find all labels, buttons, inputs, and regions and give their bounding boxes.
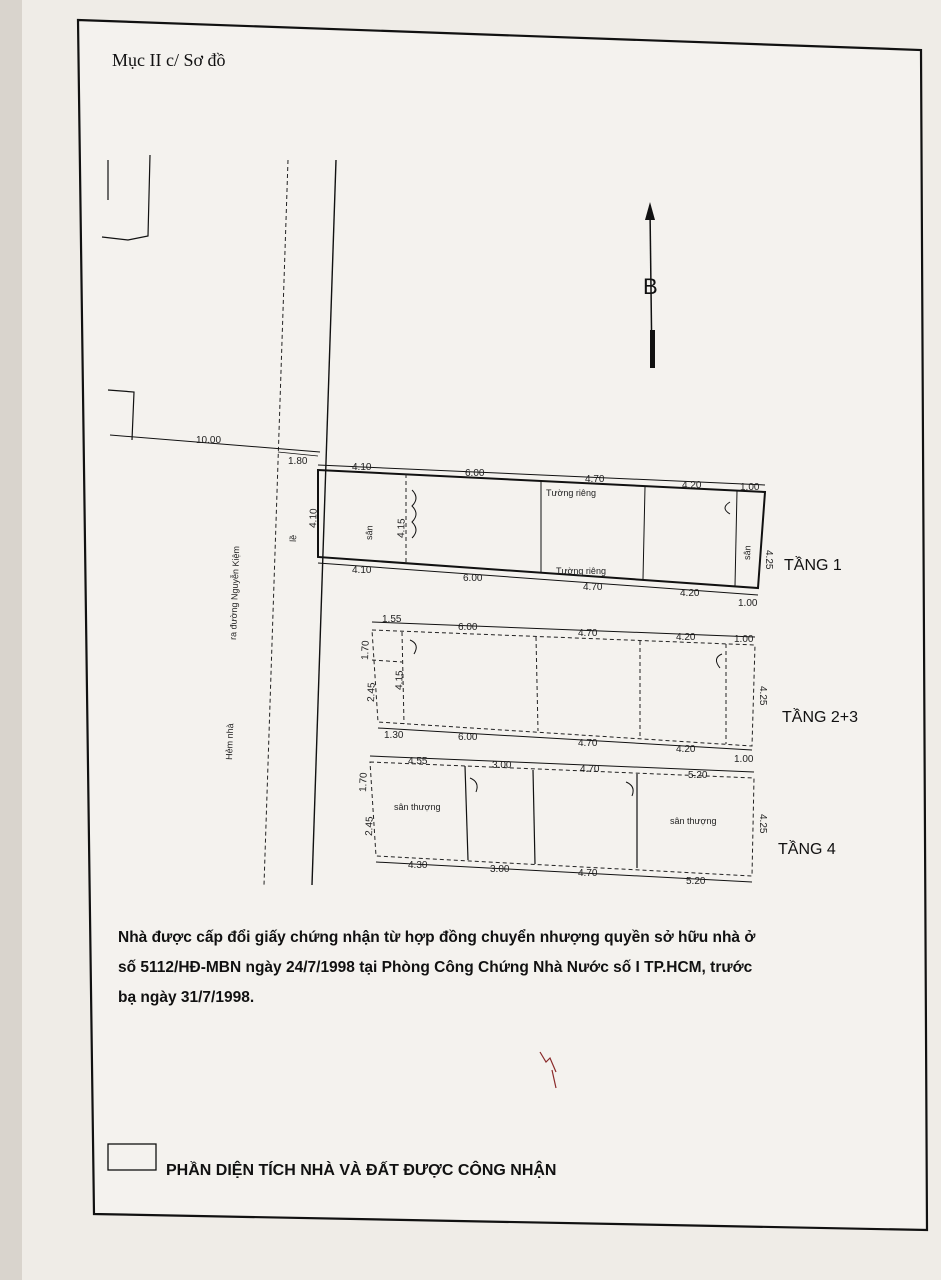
paper-shadow-left bbox=[0, 0, 22, 1280]
f1-bottom-dim-4: 4.20 bbox=[680, 588, 700, 599]
f4-bottom-dim-4: 5.20 bbox=[686, 876, 706, 887]
f23-left-lower: 2.45 bbox=[366, 682, 378, 703]
f4-terrace-right: sân thượng bbox=[670, 816, 717, 826]
f1-yard-rear: sân bbox=[742, 545, 753, 561]
floor-4-label: TẦNG 4 bbox=[778, 841, 836, 858]
f23-bottom-dim-2: 6.00 bbox=[458, 732, 478, 743]
f1-top-dim-1: 4.10 bbox=[352, 462, 372, 473]
f4-rear-width: 4.25 bbox=[757, 814, 768, 834]
note-line-3: bạ ngày 31/7/1998. bbox=[118, 989, 255, 1006]
f4-left-upper: 1.70 bbox=[358, 772, 370, 793]
f4-left-lower: 2.45 bbox=[364, 816, 376, 837]
f1-bottom-dim-2: 6.00 bbox=[463, 573, 483, 584]
f1-top-dim-4: 4.20 bbox=[682, 480, 702, 491]
pavement-label: lề bbox=[288, 534, 299, 543]
f23-top-dim-3: 4.70 bbox=[578, 628, 598, 639]
note-line-2: số 5112/HĐ-MBN ngày 24/7/1998 tại Phòng Công Chứng Nhà Nước số I TP.HCM, trước bbox=[118, 959, 753, 976]
f1-inner-width: 4.15 bbox=[396, 518, 408, 539]
note-line-1: Nhà được cấp đổi giấy chứng nhận từ hợp đồng chuyển nhượng quyền sở hữu nhà ở bbox=[118, 929, 756, 946]
f23-rear-width: 4.25 bbox=[757, 686, 768, 706]
f23-bottom-dim-4: 4.20 bbox=[676, 744, 696, 755]
f4-top-dim-1: 4.55 bbox=[408, 756, 428, 767]
street-offset: 1.80 bbox=[288, 456, 308, 467]
f4-top-dim-2: 3.00 bbox=[492, 760, 512, 771]
f4-bottom-dim-3: 4.70 bbox=[578, 868, 598, 879]
f4-bottom-dim-1: 4.30 bbox=[408, 860, 428, 871]
f4-bottom-dim-2: 3.00 bbox=[490, 864, 510, 875]
north-label: B bbox=[643, 274, 658, 299]
f1-bottom-dim-1: 4.10 bbox=[352, 565, 372, 576]
f23-top-dim-1: 1.55 bbox=[382, 614, 402, 625]
f1-rear-width: 4.25 bbox=[763, 550, 774, 570]
f1-front-depth: 4.10 bbox=[308, 508, 320, 529]
section-title: Mục II c/ Sơ đồ bbox=[112, 50, 226, 70]
f23-top-dim-5: 1.00 bbox=[734, 634, 754, 645]
f23-inner-width: 4.15 bbox=[394, 670, 406, 691]
f4-terrace-left: sân thượng bbox=[394, 802, 441, 812]
page-frame bbox=[78, 20, 927, 1230]
f23-bottom-dim-5: 1.00 bbox=[734, 754, 754, 765]
f1-bottom-dim-5: 1.00 bbox=[738, 598, 758, 609]
alley-label: Hẻm nhà bbox=[224, 723, 236, 761]
floor-1-label: TẦNG 1 bbox=[784, 557, 842, 574]
f23-bottom-dim-1: 1.30 bbox=[384, 730, 404, 741]
lane-label: ra đường Nguyễn Kiệm bbox=[228, 545, 242, 641]
f1-wall-top: Tường riêng bbox=[546, 488, 596, 498]
f1-yard-front: sân bbox=[364, 525, 375, 541]
floor-23-label: TẦNG 2+3 bbox=[782, 709, 859, 726]
f4-top-dim-3: 4.70 bbox=[580, 764, 600, 775]
f1-top-dim-5: 1.00 bbox=[740, 482, 760, 493]
legend-text: PHẦN DIỆN TÍCH NHÀ VÀ ĐẤT ĐƯỢC CÔNG NHẬN bbox=[166, 1162, 557, 1179]
f1-bottom-dim-3: 4.70 bbox=[583, 582, 603, 593]
f23-bottom-dim-3: 4.70 bbox=[578, 738, 598, 749]
f23-top-dim-4: 4.20 bbox=[676, 632, 696, 643]
f4-top-dim-4: 5.20 bbox=[688, 770, 708, 781]
f1-top-dim-3: 4.70 bbox=[585, 474, 605, 485]
f1-top-dim-2: 6.00 bbox=[465, 468, 485, 479]
f23-top-dim-2: 6.00 bbox=[458, 622, 478, 633]
street-top-width: 10.00 bbox=[196, 435, 222, 446]
f1-wall-bottom: Tường riêng bbox=[556, 566, 606, 576]
f23-left-upper: 1.70 bbox=[360, 640, 372, 661]
